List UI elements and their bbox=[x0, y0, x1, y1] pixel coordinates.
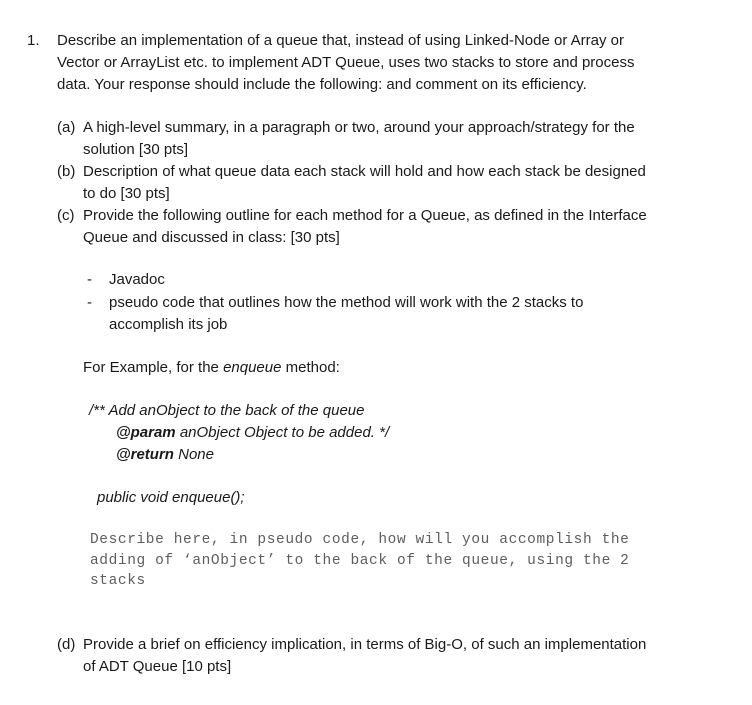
javadoc-line-1: /** Add anObject to the back of the queue bbox=[89, 402, 365, 419]
example-intro-suffix: method: bbox=[281, 359, 340, 376]
question-text-line-3: data. Your response should include the following: and comment on its efficiency. bbox=[57, 76, 587, 93]
part-a-text-line-1: A high-level summary, in a paragraph or two, around your approach/strategy for the bbox=[83, 119, 635, 136]
javadoc-return-text: None bbox=[173, 446, 214, 463]
part-d-text-line-2: of ADT Queue [10 pts] bbox=[83, 658, 232, 675]
pseudo-code-line-2: adding of ‘anObject’ to the back of the queue, using the 2 bbox=[90, 553, 630, 569]
method-signature: public void enqueue(); bbox=[97, 489, 245, 506]
part-a-text-line-2: solution [30 pts] bbox=[83, 141, 189, 158]
part-b-text-line-1: Description of what queue data each stack will hold and how each stack be designed bbox=[83, 163, 646, 180]
question-text-line-1: Describe an implementation of a queue that, instead of using Linked-Node or Array or bbox=[57, 32, 624, 49]
bullet-dash: - bbox=[87, 271, 92, 288]
bullet-pseudo-line-1: pseudo code that outlines how the method will work with the 2 stacks to bbox=[109, 294, 584, 311]
javadoc-return-tag: @return bbox=[116, 446, 174, 463]
bullet-pseudo-line-2: accomplish its job bbox=[109, 316, 228, 333]
part-d-label: (d) bbox=[57, 636, 76, 653]
part-b-label: (b) bbox=[57, 163, 76, 180]
part-c-text-line-1: Provide the following outline for each method for a Queue, as defined in the Interface bbox=[83, 207, 647, 224]
example-intro-method: enqueue bbox=[223, 359, 282, 376]
example-intro bbox=[83, 357, 340, 379]
javadoc-param-text: anObject Object to be added. */ bbox=[175, 424, 390, 441]
javadoc-return bbox=[116, 444, 214, 466]
part-b-text-line-2: to do [30 pts] bbox=[83, 185, 170, 202]
javadoc-param bbox=[116, 422, 389, 444]
question-number: 1. bbox=[27, 32, 40, 49]
part-d-text-line-1: Provide a brief on efficiency implication, in terms of Big-O, of such an implementation bbox=[83, 636, 647, 653]
example-intro-prefix: For Example, for the bbox=[83, 359, 224, 376]
bullet-javadoc: Javadoc bbox=[109, 271, 165, 288]
pseudo-code-line-1: Describe here, in pseudo code, how will you accomplish the bbox=[90, 532, 630, 548]
question-text-line-2: Vector or ArrayList etc. to implement ADT Queue, uses two stacks to store and process bbox=[57, 54, 635, 71]
part-a-label: (a) bbox=[57, 119, 76, 136]
javadoc-param-tag: @param bbox=[116, 424, 176, 441]
bullet-dash: - bbox=[87, 294, 92, 311]
part-c-text-line-2: Queue and discussed in class: [30 pts] bbox=[83, 229, 340, 246]
part-c-label: (c) bbox=[57, 207, 75, 224]
pseudo-code-line-3: stacks bbox=[90, 573, 146, 589]
